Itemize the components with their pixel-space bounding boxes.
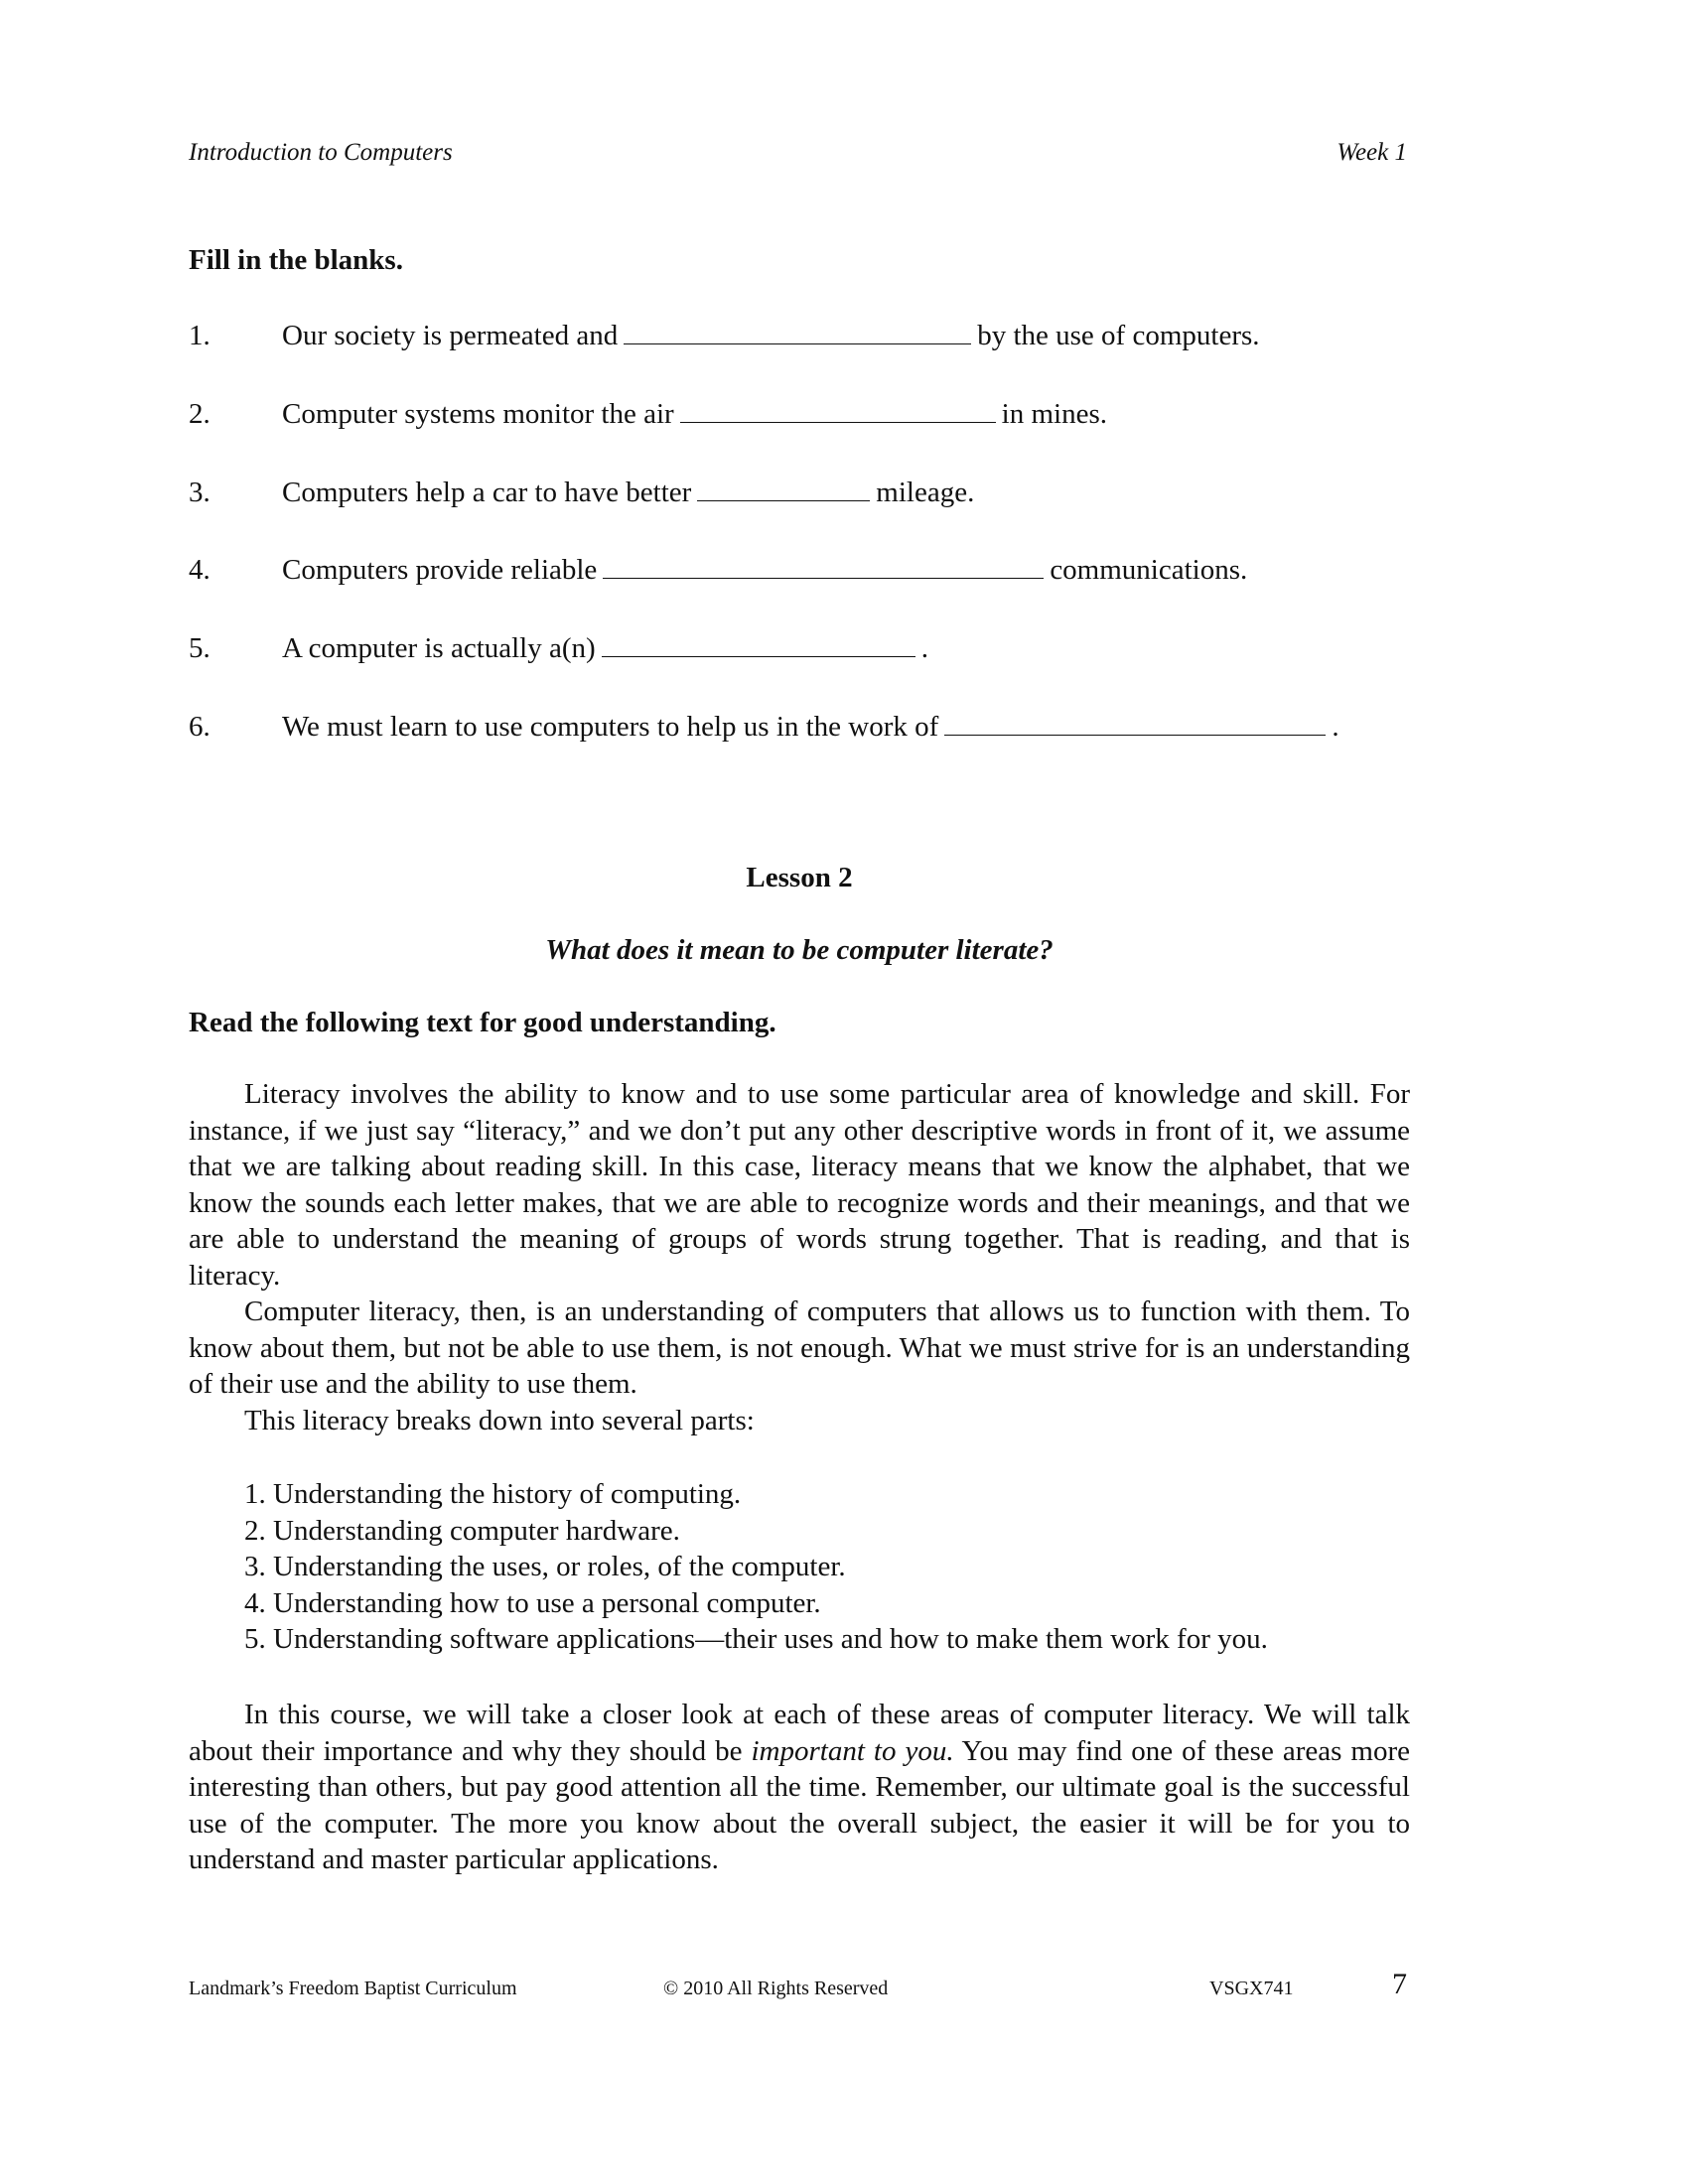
list-item: 4. Understanding how to use a personal computer.	[244, 1586, 821, 1619]
list-item: 2. Understanding computer hardware.	[244, 1514, 680, 1547]
running-header-title: Introduction to Computers	[189, 139, 453, 166]
item-text-after: .	[1332, 711, 1339, 743]
answer-blank[interactable]	[680, 398, 996, 423]
item-text-after: communications.	[1050, 554, 1248, 586]
paragraph: Computer literacy, then, is an understanding of computers that allows us to function with them. To know about them, but not be able to use them, is not enough. What we must strive for is an understanding of their use and the ability to use them.	[189, 1296, 1410, 1400]
item-number: 6.	[189, 711, 211, 743]
footer-code: VSGX741	[1209, 1978, 1294, 1999]
closing-text: In this course, we will take a closer look at each of these areas of computer literacy. We will talk about their importance and why they should be	[189, 1699, 1410, 1767]
item-number: 1.	[189, 320, 211, 351]
paragraph: Literacy involves the ability to know and to use some particular area of knowledge and skill. For instance, if we just say “literacy,” and we don’t put any other descriptive words in front of it, we assume that we are talking about reading skill. In this case, literacy means that we know the alphabet, that we know the sounds each letter makes, that we are able to recognize words and their meanings, and that we are able to understand the meaning of groups of words strung together. That is reading, and that is literacy.	[189, 1078, 1410, 1292]
item-number: 4.	[189, 554, 211, 586]
answer-blank[interactable]	[624, 320, 971, 344]
literacy-parts-list	[244, 1476, 1268, 1658]
answer-blank[interactable]	[697, 477, 870, 501]
item-text-before: Computers provide reliable	[282, 554, 598, 586]
item-text-before: Computer systems monitor the air	[282, 398, 674, 430]
lesson-title: Lesson 2	[746, 862, 853, 893]
list-item: 5. Understanding software applications—their uses and how to make them work for you.	[244, 1623, 1268, 1655]
answer-blank[interactable]	[602, 632, 915, 657]
item-text-before: Our society is permeated and	[282, 320, 619, 351]
item-text-before: We must learn to use computers to help us in the work of	[282, 711, 939, 743]
item-number: 3.	[189, 477, 211, 508]
closing-text: You may find one of these areas more interesting than others, but pay good attention all the time. Remember, our ultimate goal is the successful use of the computer. The more you know about the overall subject, the easier it will be for you to understand and master particular applications.	[189, 1734, 1410, 1875]
item-text-before: Computers help a car to have better	[282, 477, 692, 508]
answer-blank[interactable]	[603, 554, 1044, 579]
item-text-after: mileage.	[876, 477, 975, 508]
fill-in-heading: Fill in the blanks.	[189, 244, 403, 276]
footer-publisher: Landmark’s Freedom Baptist Curriculum	[189, 1978, 517, 1999]
list-item: 1. Understanding the history of computing.	[244, 1478, 742, 1510]
page-number: 7	[1392, 1968, 1407, 2000]
reading-text	[189, 1076, 1410, 1438]
item-text-after: .	[920, 632, 928, 664]
answer-blank[interactable]	[944, 711, 1326, 736]
closing-paragraph	[189, 1697, 1410, 1878]
item-text-after: in mines.	[1001, 398, 1108, 430]
item-text-before: A computer is actually a(n)	[282, 632, 596, 664]
item-number: 5.	[189, 632, 211, 664]
emphasis-text: important to you.	[751, 1734, 954, 1767]
paragraph: This literacy breaks down into several parts:	[244, 1404, 755, 1436]
reading-instruction: Read the following text for good understanding.	[189, 1007, 776, 1038]
item-number: 2.	[189, 398, 211, 430]
item-text-after: by the use of computers.	[977, 320, 1260, 351]
footer-copyright: © 2010 All Rights Reserved	[663, 1978, 889, 1999]
list-item: 3. Understanding the uses, or roles, of the computer.	[244, 1551, 846, 1582]
lesson-subtitle: What does it mean to be computer literate?	[545, 934, 1054, 966]
running-header-week: Week 1	[1336, 139, 1407, 166]
